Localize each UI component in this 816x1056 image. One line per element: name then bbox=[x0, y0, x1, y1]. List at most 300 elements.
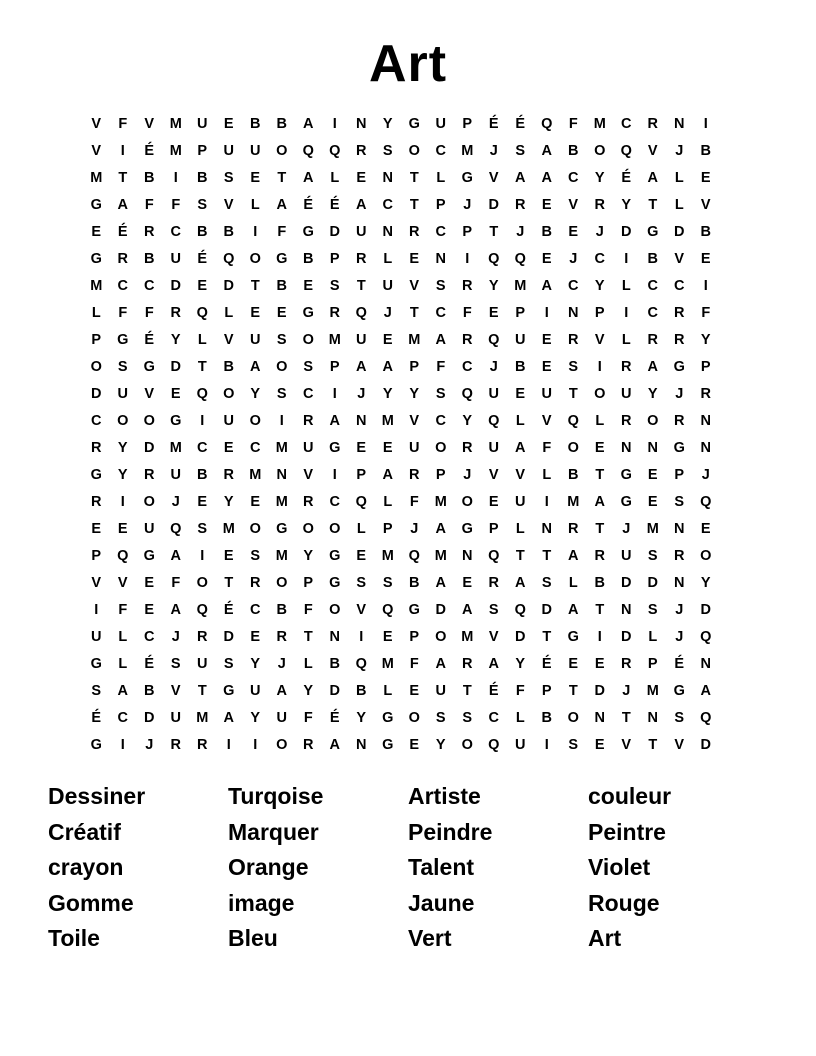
grid-letter: G bbox=[302, 305, 314, 321]
grid-letter: F bbox=[409, 494, 419, 510]
grid-letter: Q bbox=[567, 413, 579, 429]
grid-letter: U bbox=[356, 224, 367, 240]
grid-letter: É bbox=[117, 224, 128, 240]
grid-letter: N bbox=[382, 224, 393, 240]
grid-letter: Q bbox=[700, 494, 712, 510]
grid-letter: R bbox=[170, 737, 181, 753]
grid-letter: Y bbox=[170, 332, 181, 348]
grid-letter: P bbox=[356, 467, 367, 483]
grid-letter: G bbox=[620, 467, 632, 483]
grid-letter: O bbox=[329, 602, 341, 618]
grid-letter: D bbox=[488, 197, 499, 213]
grid-letter: P bbox=[462, 116, 473, 132]
grid-letter: I bbox=[226, 737, 231, 753]
grid-letter: I bbox=[279, 413, 284, 429]
grid-letter: L bbox=[515, 710, 525, 726]
grid-letter: M bbox=[275, 548, 288, 564]
grid-letter: É bbox=[329, 710, 340, 726]
grid-letter: B bbox=[144, 170, 155, 186]
grid-letter: E bbox=[409, 251, 420, 267]
grid-letter: M bbox=[169, 116, 182, 132]
grid-letter: S bbox=[462, 710, 473, 726]
grid-letter: E bbox=[170, 386, 181, 402]
grid-letter: M bbox=[275, 440, 288, 456]
word-list bbox=[48, 780, 768, 958]
grid-letter: S bbox=[541, 575, 552, 591]
word-list-item: Talent bbox=[408, 854, 475, 880]
grid-letter: R bbox=[462, 440, 473, 456]
grid-letter: D bbox=[700, 602, 711, 618]
grid-letter: I bbox=[200, 413, 205, 429]
grid-letter: E bbox=[356, 440, 367, 456]
grid-letter: Q bbox=[461, 386, 473, 402]
grid-letter: G bbox=[673, 683, 685, 699]
grid-letter: É bbox=[144, 332, 155, 348]
grid-letter: B bbox=[700, 143, 711, 159]
grid-row bbox=[83, 411, 743, 438]
grid-letter: N bbox=[621, 440, 632, 456]
grid-letter: C bbox=[144, 278, 155, 294]
grid-letter: A bbox=[462, 602, 473, 618]
grid-letter: N bbox=[541, 521, 552, 537]
grid-letter: N bbox=[382, 170, 393, 186]
grid-letter: J bbox=[277, 656, 286, 672]
grid-letter: O bbox=[249, 413, 261, 429]
grid-letter: Q bbox=[514, 602, 526, 618]
grid-letter: A bbox=[223, 710, 234, 726]
grid-letter: U bbox=[223, 143, 234, 159]
grid-letter: R bbox=[515, 197, 526, 213]
grid-letter: G bbox=[647, 224, 659, 240]
grid-letter: O bbox=[276, 737, 288, 753]
word-list-item: Turqoise bbox=[228, 783, 324, 809]
grid-letter: P bbox=[91, 548, 102, 564]
grid-letter: T bbox=[356, 278, 366, 294]
grid-letter: E bbox=[91, 521, 102, 537]
grid-letter: P bbox=[462, 224, 473, 240]
grid-letter: J bbox=[622, 521, 631, 537]
grid-letter: I bbox=[253, 224, 258, 240]
grid-letter: V bbox=[223, 332, 234, 348]
grid-letter: A bbox=[329, 737, 340, 753]
grid-letter: R bbox=[170, 305, 181, 321]
grid-letter: B bbox=[647, 251, 658, 267]
grid-letter: É bbox=[488, 683, 499, 699]
grid-letter: A bbox=[117, 683, 128, 699]
grid-letter: V bbox=[541, 413, 552, 429]
grid-letter: F bbox=[303, 710, 313, 726]
grid-letter: I bbox=[624, 305, 629, 321]
grid-letter: R bbox=[409, 467, 420, 483]
grid-row bbox=[83, 573, 743, 600]
grid-letter: F bbox=[701, 305, 711, 321]
grid-letter: E bbox=[223, 440, 234, 456]
grid-letter: G bbox=[461, 521, 473, 537]
word-list-item: Gomme bbox=[48, 889, 134, 916]
grid-letter: D bbox=[674, 224, 685, 240]
grid-letter: T bbox=[648, 197, 658, 213]
grid-letter: O bbox=[461, 494, 473, 510]
grid-letter: O bbox=[567, 710, 579, 726]
grid-letter: E bbox=[541, 197, 552, 213]
grid-letter: D bbox=[621, 575, 632, 591]
grid-letter: P bbox=[541, 683, 552, 699]
grid-letter: A bbox=[488, 656, 499, 672]
word-list-item: Peindre bbox=[408, 818, 493, 845]
grid-letter: I bbox=[253, 737, 258, 753]
grid-letter: M bbox=[434, 494, 447, 510]
grid-letter: Q bbox=[700, 710, 712, 726]
grid-letter: R bbox=[568, 332, 579, 348]
grid-letter: T bbox=[568, 386, 578, 402]
grid-letter: S bbox=[515, 143, 526, 159]
grid-letter: R bbox=[223, 467, 234, 483]
grid-letter: N bbox=[594, 710, 605, 726]
grid-letter: Q bbox=[355, 494, 367, 510]
grid-letter: Y bbox=[250, 386, 261, 402]
grid-letter: V bbox=[409, 413, 420, 429]
grid-letter: D bbox=[621, 224, 632, 240]
grid-letter: I bbox=[597, 629, 602, 645]
grid-letter: F bbox=[462, 305, 472, 321]
grid-letter: É bbox=[674, 656, 685, 672]
grid-letter: B bbox=[223, 224, 234, 240]
grid-letter: G bbox=[673, 440, 685, 456]
grid-row bbox=[83, 141, 743, 168]
grid-letter: B bbox=[303, 251, 314, 267]
grid-letter: J bbox=[516, 224, 525, 240]
grid-letter: O bbox=[461, 737, 473, 753]
grid-letter: C bbox=[117, 278, 128, 294]
grid-letter: J bbox=[675, 143, 684, 159]
grid-letter: P bbox=[647, 656, 658, 672]
grid-letter: N bbox=[435, 251, 446, 267]
grid-row bbox=[83, 492, 743, 519]
word-list-item: Toile bbox=[48, 925, 100, 951]
grid-letter: C bbox=[91, 413, 102, 429]
grid-letter: D bbox=[435, 602, 446, 618]
grid-letter: A bbox=[541, 170, 552, 186]
grid-letter: R bbox=[356, 251, 367, 267]
grid-letter: A bbox=[541, 143, 552, 159]
grid-letter: D bbox=[700, 737, 711, 753]
grid-letter: A bbox=[117, 197, 128, 213]
grid-letter: U bbox=[409, 440, 420, 456]
grid-letter: R bbox=[91, 494, 102, 510]
grid-letter: B bbox=[409, 575, 420, 591]
grid-letter: I bbox=[332, 386, 337, 402]
grid-letter: S bbox=[435, 710, 446, 726]
grid-letter: O bbox=[700, 548, 712, 564]
grid-letter: U bbox=[356, 332, 367, 348]
word-list-item: Art bbox=[588, 925, 622, 951]
grid-letter: E bbox=[647, 467, 658, 483]
grid-letter: O bbox=[276, 143, 288, 159]
grid-letter: E bbox=[568, 224, 579, 240]
grid-letter: J bbox=[622, 683, 631, 699]
grid-letter: V bbox=[144, 116, 155, 132]
grid-letter: I bbox=[332, 467, 337, 483]
grid-letter: B bbox=[356, 683, 367, 699]
grid-letter: M bbox=[593, 116, 606, 132]
grid-letter: C bbox=[568, 278, 579, 294]
grid-letter: L bbox=[224, 305, 234, 321]
grid-letter: S bbox=[303, 359, 314, 375]
grid-letter: N bbox=[462, 548, 473, 564]
grid-letter: U bbox=[303, 440, 314, 456]
grid-letter: E bbox=[250, 305, 261, 321]
grid-letter: V bbox=[488, 467, 499, 483]
grid-letter: L bbox=[91, 305, 101, 321]
grid-letter: U bbox=[250, 143, 261, 159]
grid-letter: S bbox=[197, 521, 208, 537]
grid-letter: Y bbox=[250, 656, 261, 672]
grid-letter: G bbox=[408, 116, 420, 132]
grid-letter: A bbox=[435, 656, 446, 672]
grid-letter: C bbox=[303, 386, 314, 402]
grid-letter: I bbox=[703, 278, 708, 294]
grid-letter: M bbox=[169, 143, 182, 159]
grid-letter: B bbox=[700, 224, 711, 240]
word-list-item: Rouge bbox=[588, 889, 660, 916]
grid-letter: S bbox=[488, 602, 499, 618]
grid-letter: Q bbox=[117, 548, 129, 564]
grid-letter: V bbox=[91, 575, 102, 591]
grid-letter: U bbox=[170, 251, 181, 267]
grid-letter: P bbox=[409, 629, 420, 645]
grid-row bbox=[83, 222, 743, 249]
grid-letter: T bbox=[542, 629, 552, 645]
grid-letter: E bbox=[515, 386, 526, 402]
grid-letter: B bbox=[276, 278, 287, 294]
grid-letter: J bbox=[569, 251, 578, 267]
grid-letter: S bbox=[197, 197, 208, 213]
grid-row bbox=[83, 276, 743, 303]
grid-letter: E bbox=[382, 440, 393, 456]
word-list-item: Marquer bbox=[228, 818, 319, 845]
grid-letter: G bbox=[329, 440, 341, 456]
grid-letter: S bbox=[568, 737, 579, 753]
grid-letter: G bbox=[223, 683, 235, 699]
grid-row bbox=[83, 357, 743, 384]
grid-letter: B bbox=[197, 170, 208, 186]
grid-letter: A bbox=[594, 494, 605, 510]
grid-letter: A bbox=[276, 683, 287, 699]
grid-letter: O bbox=[594, 386, 606, 402]
grid-letter: V bbox=[674, 737, 685, 753]
grid-letter: V bbox=[674, 251, 685, 267]
grid-letter: F bbox=[144, 305, 154, 321]
grid-letter: C bbox=[435, 224, 446, 240]
grid-letter: C bbox=[250, 440, 261, 456]
page-title: Art bbox=[368, 35, 448, 93]
grid-letter: N bbox=[568, 305, 579, 321]
grid-letter: T bbox=[224, 575, 234, 591]
grid-letter: Q bbox=[488, 413, 500, 429]
grid-letter: B bbox=[568, 467, 579, 483]
grid-letter: É bbox=[515, 116, 526, 132]
grid-letter: M bbox=[90, 170, 103, 186]
grid-letter: B bbox=[223, 359, 234, 375]
grid-letter: J bbox=[410, 521, 419, 537]
grid-row bbox=[83, 195, 743, 222]
grid-letter: M bbox=[328, 332, 341, 348]
grid-letter: T bbox=[197, 359, 207, 375]
grid-letter: É bbox=[144, 656, 155, 672]
grid-letter: Y bbox=[382, 386, 393, 402]
grid-letter: O bbox=[408, 710, 420, 726]
grid-letter: E bbox=[700, 521, 711, 537]
grid-letter: F bbox=[409, 656, 419, 672]
grid-letter: R bbox=[674, 305, 685, 321]
grid-letter: Y bbox=[488, 278, 499, 294]
grid-letter: D bbox=[647, 575, 658, 591]
grid-letter: Y bbox=[303, 683, 314, 699]
grid-letter: C bbox=[435, 143, 446, 159]
grid-letter: D bbox=[223, 278, 234, 294]
grid-letter: T bbox=[409, 170, 419, 186]
grid-letter: V bbox=[144, 386, 155, 402]
grid-letter: F bbox=[118, 602, 128, 618]
grid-letter: S bbox=[223, 170, 234, 186]
grid-letter: I bbox=[544, 305, 549, 321]
grid-letter: U bbox=[223, 413, 234, 429]
grid-row bbox=[83, 330, 743, 357]
grid-letter: I bbox=[173, 170, 178, 186]
grid-row bbox=[83, 546, 743, 573]
grid-letter: J bbox=[701, 467, 710, 483]
grid-row bbox=[83, 735, 743, 762]
grid-letter: U bbox=[144, 521, 155, 537]
grid-letter: A bbox=[647, 170, 658, 186]
grid-letter: L bbox=[568, 575, 578, 591]
grid-letter: T bbox=[409, 305, 419, 321]
grid-letter: I bbox=[120, 494, 125, 510]
grid-letter: M bbox=[646, 521, 659, 537]
grid-letter: J bbox=[171, 629, 180, 645]
grid-letter: U bbox=[515, 737, 526, 753]
grid-letter: G bbox=[143, 548, 155, 564]
grid-letter: B bbox=[541, 710, 552, 726]
grid-letter: G bbox=[117, 332, 129, 348]
grid-letter: Y bbox=[382, 116, 393, 132]
grid-letter: C bbox=[647, 278, 658, 294]
grid-letter: T bbox=[197, 683, 207, 699]
grid-letter: Q bbox=[382, 602, 394, 618]
grid-letter: Q bbox=[514, 251, 526, 267]
grid-letter: E bbox=[117, 521, 128, 537]
grid-letter: Q bbox=[355, 305, 367, 321]
grid-letter: G bbox=[143, 359, 155, 375]
grid-letter: S bbox=[435, 386, 446, 402]
grid-letter: G bbox=[382, 710, 394, 726]
grid-letter: E bbox=[356, 170, 367, 186]
grid-letter: G bbox=[382, 737, 394, 753]
grid-letter: E bbox=[250, 494, 261, 510]
grid-letter: J bbox=[357, 386, 366, 402]
grid-letter: R bbox=[621, 359, 632, 375]
grid-letter: Q bbox=[196, 386, 208, 402]
grid-letter: L bbox=[595, 413, 605, 429]
word-list-item: Vert bbox=[408, 925, 452, 951]
grid-letter: R bbox=[462, 278, 473, 294]
grid-letter: A bbox=[276, 197, 287, 213]
grid-letter: V bbox=[91, 116, 102, 132]
grid-letter: O bbox=[435, 440, 447, 456]
grid-letter: É bbox=[144, 143, 155, 159]
grid-letter: Y bbox=[356, 710, 367, 726]
grid-letter: É bbox=[541, 656, 552, 672]
grid-letter: Q bbox=[302, 143, 314, 159]
grid-letter: D bbox=[621, 629, 632, 645]
grid-letter: A bbox=[329, 413, 340, 429]
grid-letter: M bbox=[567, 494, 580, 510]
grid-letter: D bbox=[515, 629, 526, 645]
word-list-item: image bbox=[228, 889, 295, 916]
grid-letter: M bbox=[381, 548, 394, 564]
grid-letter: V bbox=[356, 602, 367, 618]
grid-letter: R bbox=[144, 467, 155, 483]
grid-letter: L bbox=[197, 332, 207, 348]
grid-letter: T bbox=[118, 170, 128, 186]
grid-letter: Y bbox=[700, 575, 711, 591]
grid-letter: O bbox=[276, 359, 288, 375]
grid-letter: U bbox=[488, 440, 499, 456]
grid-row bbox=[83, 168, 743, 195]
grid-letter: C bbox=[170, 224, 181, 240]
grid-letter: O bbox=[143, 494, 155, 510]
grid-letter: É bbox=[621, 170, 632, 186]
grid-letter: Y bbox=[117, 440, 128, 456]
grid-letter: A bbox=[700, 683, 711, 699]
grid-letter: F bbox=[277, 224, 287, 240]
grid-letter: L bbox=[515, 521, 525, 537]
grid-letter: O bbox=[143, 413, 155, 429]
grid-letter: Y bbox=[435, 737, 446, 753]
grid-letter: E bbox=[144, 602, 155, 618]
grid-letter: L bbox=[674, 197, 684, 213]
grid-letter: M bbox=[196, 710, 209, 726]
grid-letter: C bbox=[488, 710, 499, 726]
grid-letter: F bbox=[436, 359, 446, 375]
word-list-item: crayon bbox=[48, 854, 124, 880]
grid-letter: C bbox=[594, 251, 605, 267]
grid-letter: R bbox=[674, 332, 685, 348]
grid-letter: Q bbox=[488, 548, 500, 564]
grid-letter: J bbox=[675, 602, 684, 618]
grid-letter: N bbox=[276, 467, 287, 483]
grid-letter: Q bbox=[355, 656, 367, 672]
grid-letter: P bbox=[329, 359, 340, 375]
grid-letter: G bbox=[567, 629, 579, 645]
grid-letter: E bbox=[382, 332, 393, 348]
grid-letter: S bbox=[674, 494, 685, 510]
grid-letter: B bbox=[594, 575, 605, 591]
grid-letter: V bbox=[170, 683, 181, 699]
grid-letter: G bbox=[90, 656, 102, 672]
grid-row bbox=[83, 465, 743, 492]
grid-letter: L bbox=[356, 521, 366, 537]
grid-letter: R bbox=[303, 413, 314, 429]
grid-letter: G bbox=[170, 413, 182, 429]
grid-letter: M bbox=[222, 521, 235, 537]
grid-letter: J bbox=[463, 197, 472, 213]
grid-letter: L bbox=[118, 656, 128, 672]
grid-letter: P bbox=[329, 251, 340, 267]
grid-letter: V bbox=[91, 143, 102, 159]
grid-letter: G bbox=[90, 197, 102, 213]
grid-letter: M bbox=[169, 440, 182, 456]
